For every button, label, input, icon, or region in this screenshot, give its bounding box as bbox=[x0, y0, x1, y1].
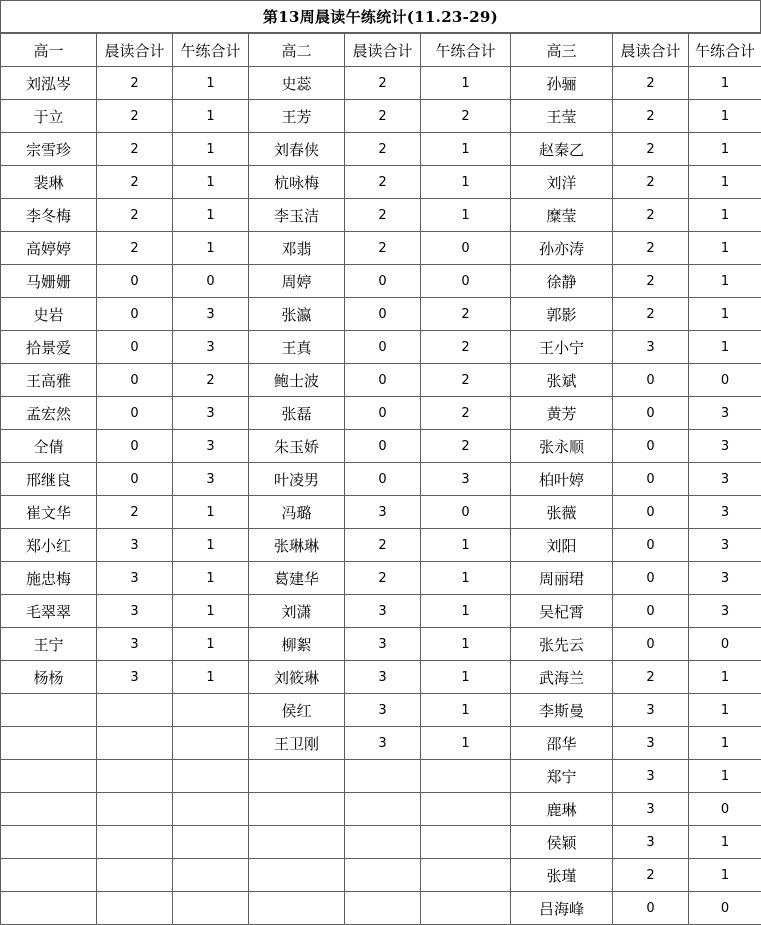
cell-grade3-noon: 1 bbox=[689, 100, 761, 133]
cell-grade3-morning: 0 bbox=[613, 562, 689, 595]
cell-grade1-name: 孟宏然 bbox=[1, 397, 97, 430]
cell-grade2-morning bbox=[345, 760, 421, 793]
cell-grade3-name: 吕海峰 bbox=[511, 892, 613, 925]
cell-grade2-morning: 2 bbox=[345, 100, 421, 133]
table-row bbox=[1, 100, 761, 133]
cell-grade2-morning: 2 bbox=[345, 199, 421, 232]
cell-grade2-name: 张磊 bbox=[249, 397, 345, 430]
cell-grade2-name: 刘春侠 bbox=[249, 133, 345, 166]
cell-grade2-name: 叶凌男 bbox=[249, 463, 345, 496]
cell-grade3-morning: 3 bbox=[613, 727, 689, 760]
cell-grade2-name: 张瀛 bbox=[249, 298, 345, 331]
cell-grade1-noon: 3 bbox=[173, 298, 249, 331]
cell-grade3-morning: 2 bbox=[613, 859, 689, 892]
cell-grade3-name: 张薇 bbox=[511, 496, 613, 529]
cell-grade3-name: 郑宁 bbox=[511, 760, 613, 793]
table-row bbox=[1, 694, 761, 727]
cell-grade3-morning: 0 bbox=[613, 496, 689, 529]
cell-grade3-noon: 0 bbox=[689, 628, 761, 661]
cell-grade1-noon: 3 bbox=[173, 463, 249, 496]
cell-grade3-name: 鹿琳 bbox=[511, 793, 613, 826]
cell-grade1-name: 郑小红 bbox=[1, 529, 97, 562]
header-morning-total: 晨读合计 bbox=[97, 34, 173, 67]
cell-grade3-noon: 1 bbox=[689, 859, 761, 892]
cell-grade3-name: 张斌 bbox=[511, 364, 613, 397]
cell-grade1-noon bbox=[173, 760, 249, 793]
table-row bbox=[1, 397, 761, 430]
cell-grade3-name: 王莹 bbox=[511, 100, 613, 133]
header-noon-total: 午练合计 bbox=[421, 34, 511, 67]
cell-grade1-name bbox=[1, 793, 97, 826]
cell-grade3-noon: 0 bbox=[689, 364, 761, 397]
cell-grade1-name bbox=[1, 694, 97, 727]
cell-grade2-noon: 2 bbox=[421, 100, 511, 133]
cell-grade2-noon bbox=[421, 859, 511, 892]
cell-grade1-morning: 2 bbox=[97, 496, 173, 529]
cell-grade3-noon: 3 bbox=[689, 463, 761, 496]
table-row bbox=[1, 133, 761, 166]
cell-grade1-morning: 3 bbox=[97, 529, 173, 562]
cell-grade3-morning: 0 bbox=[613, 529, 689, 562]
cell-grade3-morning: 2 bbox=[613, 265, 689, 298]
table-row bbox=[1, 859, 761, 892]
cell-grade3-noon: 1 bbox=[689, 67, 761, 100]
cell-grade1-morning: 2 bbox=[97, 199, 173, 232]
cell-grade2-noon: 1 bbox=[421, 529, 511, 562]
cell-grade1-noon bbox=[173, 826, 249, 859]
cell-grade1-noon bbox=[173, 793, 249, 826]
cell-grade2-morning: 3 bbox=[345, 496, 421, 529]
cell-grade2-noon bbox=[421, 892, 511, 925]
cell-grade3-noon: 3 bbox=[689, 595, 761, 628]
table-row bbox=[1, 661, 761, 694]
cell-grade3-morning: 2 bbox=[613, 232, 689, 265]
table-row bbox=[1, 463, 761, 496]
cell-grade1-name: 裴琳 bbox=[1, 166, 97, 199]
cell-grade2-name bbox=[249, 859, 345, 892]
cell-grade3-noon: 3 bbox=[689, 397, 761, 430]
cell-grade3-name: 郭影 bbox=[511, 298, 613, 331]
cell-grade2-noon: 1 bbox=[421, 562, 511, 595]
table-row bbox=[1, 529, 761, 562]
cell-grade1-morning: 2 bbox=[97, 67, 173, 100]
cell-grade1-name: 史岩 bbox=[1, 298, 97, 331]
cell-grade2-noon: 2 bbox=[421, 298, 511, 331]
cell-grade1-name: 毛翠翠 bbox=[1, 595, 97, 628]
cell-grade3-noon: 3 bbox=[689, 562, 761, 595]
cell-grade1-noon: 0 bbox=[173, 265, 249, 298]
cell-grade3-noon: 1 bbox=[689, 199, 761, 232]
cell-grade1-noon bbox=[173, 892, 249, 925]
sheet-title: 第13周晨读午练统计(11.23-29) bbox=[0, 0, 761, 33]
cell-grade1-name: 马姗姗 bbox=[1, 265, 97, 298]
cell-grade1-morning bbox=[97, 859, 173, 892]
table-row bbox=[1, 331, 761, 364]
cell-grade3-name: 李斯曼 bbox=[511, 694, 613, 727]
cell-grade1-morning bbox=[97, 760, 173, 793]
cell-grade2-morning bbox=[345, 892, 421, 925]
cell-grade2-name: 刘筱琳 bbox=[249, 661, 345, 694]
cell-grade2-noon: 0 bbox=[421, 232, 511, 265]
cell-grade2-noon: 0 bbox=[421, 265, 511, 298]
cell-grade1-name: 崔文华 bbox=[1, 496, 97, 529]
table-row bbox=[1, 166, 761, 199]
cell-grade2-name: 张琳琳 bbox=[249, 529, 345, 562]
stats-table bbox=[0, 33, 761, 925]
cell-grade3-noon: 1 bbox=[689, 331, 761, 364]
cell-grade2-morning: 2 bbox=[345, 133, 421, 166]
cell-grade2-morning: 0 bbox=[345, 430, 421, 463]
cell-grade1-morning: 0 bbox=[97, 331, 173, 364]
cell-grade3-morning: 2 bbox=[613, 67, 689, 100]
cell-grade3-morning: 2 bbox=[613, 661, 689, 694]
cell-grade3-name: 周丽珺 bbox=[511, 562, 613, 595]
cell-grade3-noon: 1 bbox=[689, 166, 761, 199]
cell-grade1-morning: 0 bbox=[97, 463, 173, 496]
cell-grade3-noon: 0 bbox=[689, 793, 761, 826]
cell-grade2-name bbox=[249, 793, 345, 826]
cell-grade2-noon: 1 bbox=[421, 595, 511, 628]
cell-grade1-noon bbox=[173, 859, 249, 892]
cell-grade2-noon: 1 bbox=[421, 133, 511, 166]
cell-grade1-noon: 3 bbox=[173, 430, 249, 463]
cell-grade3-name: 张瑾 bbox=[511, 859, 613, 892]
cell-grade2-morning: 0 bbox=[345, 298, 421, 331]
cell-grade1-noon: 1 bbox=[173, 628, 249, 661]
cell-grade2-name bbox=[249, 892, 345, 925]
cell-grade2-name: 葛建华 bbox=[249, 562, 345, 595]
table-row bbox=[1, 562, 761, 595]
cell-grade2-noon: 1 bbox=[421, 67, 511, 100]
cell-grade3-name: 柏叶婷 bbox=[511, 463, 613, 496]
cell-grade2-name: 杭咏梅 bbox=[249, 166, 345, 199]
cell-grade1-name: 李冬梅 bbox=[1, 199, 97, 232]
cell-grade3-noon: 3 bbox=[689, 529, 761, 562]
cell-grade3-noon: 1 bbox=[689, 826, 761, 859]
cell-grade2-noon: 1 bbox=[421, 166, 511, 199]
cell-grade2-noon bbox=[421, 793, 511, 826]
cell-grade2-morning: 3 bbox=[345, 727, 421, 760]
cell-grade2-name: 王芳 bbox=[249, 100, 345, 133]
cell-grade3-morning: 3 bbox=[613, 331, 689, 364]
cell-grade1-name: 刘泓岑 bbox=[1, 67, 97, 100]
cell-grade3-name: 糜莹 bbox=[511, 199, 613, 232]
header-grade-3: 高三 bbox=[511, 34, 613, 67]
table-row bbox=[1, 595, 761, 628]
cell-grade2-morning: 0 bbox=[345, 265, 421, 298]
table-row bbox=[1, 199, 761, 232]
cell-grade2-name bbox=[249, 760, 345, 793]
cell-grade1-morning: 3 bbox=[97, 628, 173, 661]
cell-grade3-morning: 0 bbox=[613, 628, 689, 661]
cell-grade2-name: 冯璐 bbox=[249, 496, 345, 529]
cell-grade2-noon: 1 bbox=[421, 199, 511, 232]
cell-grade2-noon: 1 bbox=[421, 628, 511, 661]
cell-grade3-name: 张先云 bbox=[511, 628, 613, 661]
cell-grade3-name: 张永顺 bbox=[511, 430, 613, 463]
cell-grade3-morning: 2 bbox=[613, 166, 689, 199]
cell-grade2-noon bbox=[421, 826, 511, 859]
cell-grade3-name: 侯颖 bbox=[511, 826, 613, 859]
cell-grade1-noon bbox=[173, 727, 249, 760]
cell-grade2-morning: 0 bbox=[345, 331, 421, 364]
cell-grade3-morning: 3 bbox=[613, 826, 689, 859]
cell-grade1-morning bbox=[97, 694, 173, 727]
cell-grade2-name: 李玉洁 bbox=[249, 199, 345, 232]
cell-grade3-morning: 2 bbox=[613, 100, 689, 133]
header-grade-2: 高二 bbox=[249, 34, 345, 67]
cell-grade3-morning: 0 bbox=[613, 397, 689, 430]
table-row bbox=[1, 265, 761, 298]
cell-grade2-noon bbox=[421, 760, 511, 793]
table-row bbox=[1, 826, 761, 859]
cell-grade2-noon: 0 bbox=[421, 496, 511, 529]
cell-grade1-name: 邢继良 bbox=[1, 463, 97, 496]
cell-grade1-name bbox=[1, 859, 97, 892]
cell-grade1-name: 宗雪珍 bbox=[1, 133, 97, 166]
cell-grade3-name: 徐静 bbox=[511, 265, 613, 298]
table-row bbox=[1, 793, 761, 826]
table-row bbox=[1, 496, 761, 529]
cell-grade3-morning: 0 bbox=[613, 892, 689, 925]
cell-grade3-morning: 3 bbox=[613, 760, 689, 793]
cell-grade3-name: 赵秦乙 bbox=[511, 133, 613, 166]
cell-grade2-morning: 0 bbox=[345, 364, 421, 397]
cell-grade3-morning: 2 bbox=[613, 298, 689, 331]
cell-grade3-morning: 3 bbox=[613, 694, 689, 727]
cell-grade2-morning: 3 bbox=[345, 628, 421, 661]
cell-grade2-noon: 1 bbox=[421, 661, 511, 694]
cell-grade2-morning: 3 bbox=[345, 661, 421, 694]
cell-grade1-morning bbox=[97, 826, 173, 859]
cell-grade3-name: 刘洋 bbox=[511, 166, 613, 199]
cell-grade1-noon: 1 bbox=[173, 529, 249, 562]
cell-grade2-morning: 2 bbox=[345, 166, 421, 199]
cell-grade1-morning: 0 bbox=[97, 397, 173, 430]
cell-grade3-noon: 1 bbox=[689, 760, 761, 793]
cell-grade3-noon: 1 bbox=[689, 232, 761, 265]
cell-grade1-noon: 1 bbox=[173, 133, 249, 166]
table-row bbox=[1, 727, 761, 760]
cell-grade3-noon: 1 bbox=[689, 265, 761, 298]
cell-grade3-name: 邵华 bbox=[511, 727, 613, 760]
cell-grade2-name: 朱玉娇 bbox=[249, 430, 345, 463]
cell-grade3-noon: 1 bbox=[689, 694, 761, 727]
cell-grade1-name: 王高雅 bbox=[1, 364, 97, 397]
cell-grade3-noon: 3 bbox=[689, 496, 761, 529]
cell-grade1-name: 施忠梅 bbox=[1, 562, 97, 595]
cell-grade1-name: 杨杨 bbox=[1, 661, 97, 694]
cell-grade2-morning: 2 bbox=[345, 529, 421, 562]
cell-grade1-morning: 3 bbox=[97, 595, 173, 628]
cell-grade3-morning: 2 bbox=[613, 199, 689, 232]
cell-grade1-noon: 3 bbox=[173, 331, 249, 364]
cell-grade1-morning: 3 bbox=[97, 661, 173, 694]
cell-grade1-morning: 0 bbox=[97, 298, 173, 331]
cell-grade1-name: 王宁 bbox=[1, 628, 97, 661]
cell-grade3-morning: 2 bbox=[613, 133, 689, 166]
cell-grade2-name: 邓翡 bbox=[249, 232, 345, 265]
table-row bbox=[1, 232, 761, 265]
cell-grade3-name: 黄芳 bbox=[511, 397, 613, 430]
cell-grade1-name bbox=[1, 892, 97, 925]
cell-grade3-noon: 0 bbox=[689, 892, 761, 925]
header-noon-total: 午练合计 bbox=[689, 34, 761, 67]
cell-grade2-morning: 0 bbox=[345, 463, 421, 496]
cell-grade3-name: 孙亦涛 bbox=[511, 232, 613, 265]
cell-grade2-name: 周婷 bbox=[249, 265, 345, 298]
cell-grade1-morning bbox=[97, 892, 173, 925]
cell-grade1-morning: 0 bbox=[97, 430, 173, 463]
cell-grade1-noon: 1 bbox=[173, 595, 249, 628]
table-row bbox=[1, 430, 761, 463]
header-row bbox=[1, 34, 761, 67]
cell-grade2-morning: 2 bbox=[345, 67, 421, 100]
header-morning-total: 晨读合计 bbox=[613, 34, 689, 67]
cell-grade3-morning: 0 bbox=[613, 595, 689, 628]
cell-grade1-name: 仝倩 bbox=[1, 430, 97, 463]
cell-grade1-noon: 1 bbox=[173, 661, 249, 694]
cell-grade2-name: 王卫刚 bbox=[249, 727, 345, 760]
header-grade-1: 高一 bbox=[1, 34, 97, 67]
cell-grade2-name: 刘潇 bbox=[249, 595, 345, 628]
cell-grade3-noon: 1 bbox=[689, 661, 761, 694]
cell-grade3-name: 武海兰 bbox=[511, 661, 613, 694]
cell-grade2-morning: 0 bbox=[345, 397, 421, 430]
table-row bbox=[1, 892, 761, 925]
header-morning-total: 晨读合计 bbox=[345, 34, 421, 67]
cell-grade2-noon: 1 bbox=[421, 727, 511, 760]
cell-grade2-noon: 2 bbox=[421, 364, 511, 397]
cell-grade1-morning bbox=[97, 727, 173, 760]
cell-grade2-name: 鲍士波 bbox=[249, 364, 345, 397]
table-row bbox=[1, 760, 761, 793]
cell-grade1-noon: 1 bbox=[173, 166, 249, 199]
cell-grade3-morning: 0 bbox=[613, 463, 689, 496]
cell-grade1-noon: 2 bbox=[173, 364, 249, 397]
cell-grade3-noon: 1 bbox=[689, 298, 761, 331]
cell-grade1-name bbox=[1, 727, 97, 760]
cell-grade1-name bbox=[1, 760, 97, 793]
cell-grade1-name: 拾景爱 bbox=[1, 331, 97, 364]
cell-grade2-name: 王真 bbox=[249, 331, 345, 364]
cell-grade1-morning: 2 bbox=[97, 166, 173, 199]
table-row bbox=[1, 628, 761, 661]
cell-grade1-name: 于立 bbox=[1, 100, 97, 133]
cell-grade1-morning bbox=[97, 793, 173, 826]
table-row bbox=[1, 298, 761, 331]
cell-grade1-morning: 3 bbox=[97, 562, 173, 595]
cell-grade2-noon: 2 bbox=[421, 397, 511, 430]
cell-grade2-morning: 2 bbox=[345, 562, 421, 595]
cell-grade2-name: 柳絮 bbox=[249, 628, 345, 661]
cell-grade3-morning: 3 bbox=[613, 793, 689, 826]
cell-grade1-morning: 2 bbox=[97, 232, 173, 265]
cell-grade1-noon: 1 bbox=[173, 496, 249, 529]
cell-grade2-noon: 3 bbox=[421, 463, 511, 496]
cell-grade2-name bbox=[249, 826, 345, 859]
cell-grade2-morning: 3 bbox=[345, 595, 421, 628]
cell-grade1-noon: 1 bbox=[173, 100, 249, 133]
cell-grade1-noon: 3 bbox=[173, 397, 249, 430]
header-noon-total: 午练合计 bbox=[173, 34, 249, 67]
cell-grade2-noon: 1 bbox=[421, 694, 511, 727]
cell-grade1-morning: 0 bbox=[97, 364, 173, 397]
cell-grade3-name: 孙骊 bbox=[511, 67, 613, 100]
cell-grade3-name: 王小宁 bbox=[511, 331, 613, 364]
cell-grade3-noon: 1 bbox=[689, 133, 761, 166]
cell-grade2-morning bbox=[345, 793, 421, 826]
cell-grade3-name: 刘阳 bbox=[511, 529, 613, 562]
cell-grade2-noon: 2 bbox=[421, 331, 511, 364]
cell-grade2-morning: 3 bbox=[345, 694, 421, 727]
cell-grade1-noon: 1 bbox=[173, 67, 249, 100]
cell-grade3-morning: 0 bbox=[613, 430, 689, 463]
cell-grade2-name: 史蕊 bbox=[249, 67, 345, 100]
cell-grade1-morning: 2 bbox=[97, 133, 173, 166]
cell-grade1-name bbox=[1, 826, 97, 859]
cell-grade3-name: 吴杞霄 bbox=[511, 595, 613, 628]
cell-grade1-noon: 1 bbox=[173, 199, 249, 232]
cell-grade3-morning: 0 bbox=[613, 364, 689, 397]
cell-grade1-morning: 0 bbox=[97, 265, 173, 298]
cell-grade1-morning: 2 bbox=[97, 100, 173, 133]
cell-grade3-noon: 1 bbox=[689, 727, 761, 760]
cell-grade2-name: 侯红 bbox=[249, 694, 345, 727]
cell-grade2-morning bbox=[345, 826, 421, 859]
cell-grade1-noon: 1 bbox=[173, 232, 249, 265]
cell-grade1-name: 高婷婷 bbox=[1, 232, 97, 265]
cell-grade2-morning bbox=[345, 859, 421, 892]
cell-grade2-noon: 2 bbox=[421, 430, 511, 463]
cell-grade3-noon: 3 bbox=[689, 430, 761, 463]
table-row bbox=[1, 67, 761, 100]
cell-grade1-noon: 1 bbox=[173, 562, 249, 595]
cell-grade1-noon bbox=[173, 694, 249, 727]
table-row bbox=[1, 364, 761, 397]
cell-grade2-morning: 2 bbox=[345, 232, 421, 265]
